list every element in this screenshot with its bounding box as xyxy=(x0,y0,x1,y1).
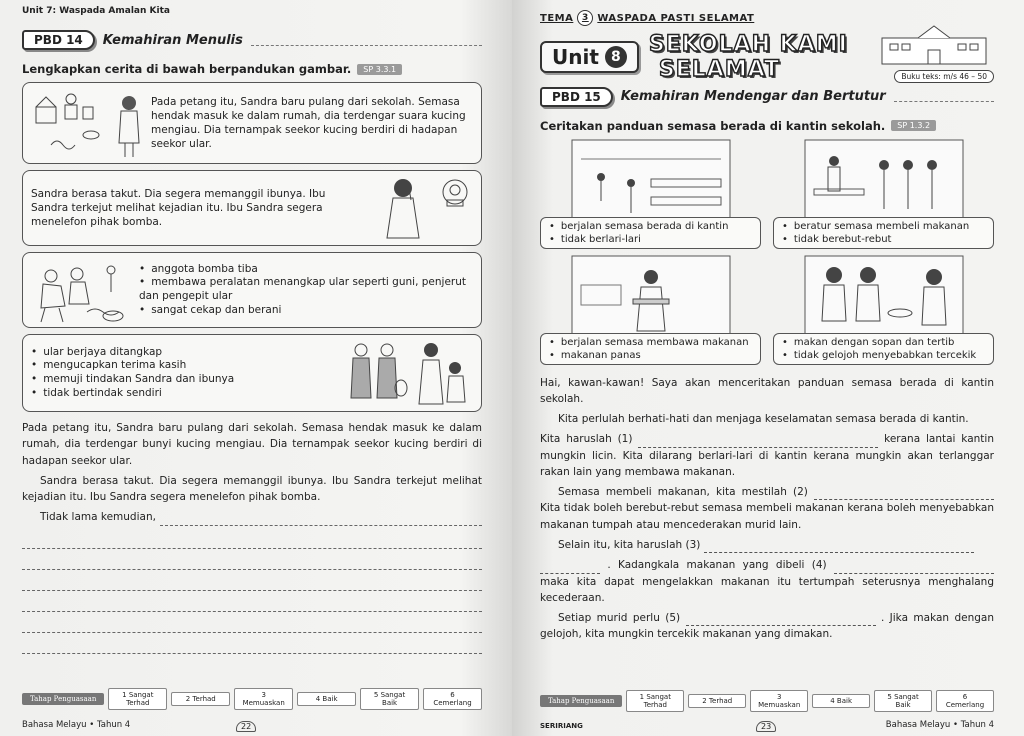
pbd15-header xyxy=(540,87,994,107)
text-fragment: . Jika makan dengan gelojoh, kita mungkin tercekik makanan yang dimakan. xyxy=(540,612,994,641)
answer-blank-3[interactable] xyxy=(704,552,974,553)
list-item: • ular berjaya ditangkap xyxy=(31,346,343,360)
text-fragment: kerana lantai kantin mungkin licin. Kita dilarang berlari-lari di kantin kerana mungkin akan terlanggar rakan lain yang membawa makanan. xyxy=(540,433,994,478)
tahap-level-3[interactable]: 3 Memuaskan xyxy=(750,690,808,712)
divider xyxy=(251,45,482,46)
text-fragment: maka kita dapat mengelakkan makanan itu tertumpah seterusnya menghalang kecederaan. xyxy=(540,575,994,604)
bullet-list-4 xyxy=(31,346,343,401)
tahap-penguasaan-bar xyxy=(22,688,482,710)
paragraph-1: Pada petang itu, Sandra baru pulang dari sekolah. Semasa hendak masuk ke dalam rumah, dia terdengar bunyi kucing mengiau. Dia ternampak seekor kucing berdiri di hadapan seekor ular. xyxy=(22,422,482,467)
story-box-1 xyxy=(22,82,482,164)
story-box-4 xyxy=(22,334,482,412)
pbd-title: Kemahiran Mendengar dan Bertutur xyxy=(620,89,886,105)
list-item: • tidak berlari-lari xyxy=(549,233,752,246)
page-number: 23 xyxy=(756,721,776,732)
story-text-1: Pada petang itu, Sandra baru pulang dari sekolah. Semasa hendak masuk ke dalam rumah, dia terdengar suara kucing mengiau. Dia ternampak seekor kucing berdiri di hadapan seekor ular. xyxy=(151,95,466,151)
school-building-icon xyxy=(874,22,994,68)
house-cat-snake-illustration xyxy=(31,87,151,159)
sp-badge: SP 3.3.1 xyxy=(357,64,402,75)
page-number: 22 xyxy=(236,721,256,732)
caption-box xyxy=(540,333,761,365)
paragraph-4 xyxy=(540,484,994,533)
list-item: • membawa peralatan menangkap ular seperti guni, penjerut dan pengepit ular xyxy=(139,276,473,303)
tahap-level-2[interactable]: 2 Terhad xyxy=(688,694,746,708)
writing-line[interactable] xyxy=(22,572,482,591)
list-item: • berjalan semasa membawa makanan xyxy=(549,336,752,349)
paragraph-7 xyxy=(540,610,994,643)
tema-number: 3 xyxy=(577,10,593,26)
unit-title xyxy=(649,32,848,83)
unit-title-line-1: SEKOLAH KAMI xyxy=(648,32,848,57)
caption-box xyxy=(540,217,761,249)
writing-line[interactable] xyxy=(22,614,482,633)
buku-teks-ref: Buku teks: m/s 46 – 50 xyxy=(894,70,994,83)
tema-label: TEMA xyxy=(540,12,574,24)
story-text-2: Sandra berasa takut. Dia segera memanggil ibunya. Ibu Sandra terkejut melihat kejadian itu. Ibu Sandra segera menelefon pihak bomba. xyxy=(31,187,326,229)
list-item: • anggota bomba tiba xyxy=(139,263,473,277)
unit-title-line-2: SELAMAT xyxy=(658,57,781,83)
pbd-title: Kemahiran Menulis xyxy=(102,32,243,48)
tahap-level-5[interactable]: 5 Sangat Baik xyxy=(360,688,419,710)
page-footer: Bahasa Melayu • Tahun 4 xyxy=(22,720,131,730)
canteen-walking-illustration xyxy=(571,139,731,221)
caption-list xyxy=(549,220,752,246)
pbd-tag: PBD 14 xyxy=(22,30,95,50)
instruction-text: Ceritakan panduan semasa berada di kantin sekolah. xyxy=(540,118,886,133)
tahap-level-6[interactable]: 6 Cemerlang xyxy=(936,690,994,712)
tahap-penguasaan-bar xyxy=(540,690,994,712)
paragraph-2: Sandra berasa takut. Dia segera memanggil ibunya. Ibu Sandra terkejut melihat kejadian itu. Ibu Sandra segera menelefon pihak bomba. xyxy=(22,474,482,504)
picture-cell xyxy=(540,139,761,249)
right-page xyxy=(512,0,1024,736)
instruction xyxy=(22,62,482,76)
queue-buying-illustration xyxy=(804,139,964,221)
publisher-logo: SERIRIANG xyxy=(540,722,583,730)
answer-blank-5[interactable] xyxy=(686,625,876,626)
paragraph-3-text: Tidak lama kemudian, xyxy=(40,511,156,524)
writing-line[interactable] xyxy=(160,509,482,525)
tahap-label: Tahap Penguasaan xyxy=(22,693,104,705)
list-item: • tidak gelojoh menyebabkan tercekik xyxy=(782,349,985,362)
writing-line[interactable] xyxy=(22,551,482,570)
picture-cell xyxy=(773,255,994,365)
unit-header xyxy=(540,32,994,83)
picture-cell xyxy=(773,139,994,249)
text-fragment: Kita tidak boleh berebut-rebut semasa membeli makanan kerana boleh menyebabkan makanan tumpah atau mencederakan murid lain. xyxy=(540,502,994,531)
tahap-level-3[interactable]: 3 Memuaskan xyxy=(234,688,293,710)
carrying-tray-illustration xyxy=(571,255,731,337)
instruction xyxy=(540,119,994,133)
caption-list xyxy=(549,336,752,362)
tahap-level-1[interactable]: 1 Sangat Terhad xyxy=(626,690,684,712)
text-fragment: Semasa membeli makanan, kita mestilah (2) xyxy=(558,486,808,499)
unit-label: Unit xyxy=(552,45,599,70)
bullet-list-3 xyxy=(131,263,473,318)
paragraph-6 xyxy=(540,557,994,606)
sp-badge: SP 1.3.2 xyxy=(891,120,936,131)
writing-line[interactable] xyxy=(22,530,482,549)
text-fragment: Selain itu, kita haruslah (3) xyxy=(558,538,701,551)
answer-blank-1[interactable] xyxy=(638,447,878,448)
text-fragment: Kita haruslah (1) xyxy=(540,433,633,446)
caption-box xyxy=(773,217,994,249)
tema-title: WASPADA PASTI SELAMAT xyxy=(597,12,755,24)
paragraph-3 xyxy=(22,509,482,525)
tahap-level-6[interactable]: 6 Cemerlang xyxy=(423,688,482,710)
story-box-3 xyxy=(22,252,482,328)
eating-politely-illustration xyxy=(804,255,964,337)
mother-phone-illustration xyxy=(363,174,473,242)
writing-line[interactable] xyxy=(22,635,482,654)
list-item: • beratur semasa membeli makanan xyxy=(782,220,985,233)
page-footer: Bahasa Melayu • Tahun 4 xyxy=(885,720,994,730)
family-firefighters-illustration xyxy=(343,338,473,408)
writing-line[interactable] xyxy=(22,593,482,612)
answer-blank-4[interactable] xyxy=(834,573,994,574)
list-item: • tidak berebut-rebut xyxy=(782,233,985,246)
running-header: Unit 7: Waspada Amalan Kita xyxy=(22,6,170,16)
canteen-picture-grid xyxy=(540,139,994,365)
list-item: • tidak bertindak sendiri xyxy=(31,387,343,401)
paragraph-3 xyxy=(540,431,994,480)
tahap-level-2[interactable]: 2 Terhad xyxy=(171,692,230,706)
unit-badge xyxy=(540,41,639,73)
tahap-level-1[interactable]: 1 Sangat Terhad xyxy=(108,688,167,710)
pbd14-header xyxy=(22,30,482,50)
picture-cell xyxy=(540,255,761,365)
list-item: • makanan panas xyxy=(549,349,752,362)
caption-box xyxy=(773,333,994,365)
caption-list xyxy=(782,220,985,246)
list-item: • mengucapkan terima kasih xyxy=(31,359,343,373)
unit-number: 8 xyxy=(605,46,627,68)
divider xyxy=(894,101,994,102)
list-item: • makan dengan sopan dan tertib xyxy=(782,336,985,349)
list-item: • sangat cekap dan berani xyxy=(139,304,473,318)
instruction-text: Lengkapkan cerita di bawah berpandukan gambar. xyxy=(22,62,352,76)
story-box-2 xyxy=(22,170,482,246)
text-fragment: . Kadangkala makanan yang dibeli (4) xyxy=(607,559,827,572)
paragraph-2: Kita perlulah berhati-hati dan menjaga keselamatan semasa berada di kantin. xyxy=(558,413,969,426)
list-item: • memuji tindakan Sandra dan ibunya xyxy=(31,373,343,387)
answer-blank-3-cont[interactable] xyxy=(540,573,600,574)
firefighters-illustration xyxy=(31,256,131,324)
pbd-tag: PBD 15 xyxy=(540,87,613,107)
tahap-label: Tahap Penguasaan xyxy=(540,695,622,707)
tahap-level-4[interactable]: 4 Baik xyxy=(297,692,356,706)
answer-blank-2[interactable] xyxy=(814,499,994,500)
list-item: • berjalan semasa berada di kantin xyxy=(549,220,752,233)
paragraph-intro: Hai, kawan-kawan! Saya akan menceritakan panduan semasa berada di kantin sekolah. xyxy=(540,376,994,405)
tahap-level-5[interactable]: 5 Sangat Baik xyxy=(874,690,932,712)
tahap-level-4[interactable]: 4 Baik xyxy=(812,694,870,708)
caption-list xyxy=(782,336,985,362)
paragraph-5 xyxy=(540,537,994,553)
text-fragment: Setiap murid perlu (5) xyxy=(558,612,681,625)
